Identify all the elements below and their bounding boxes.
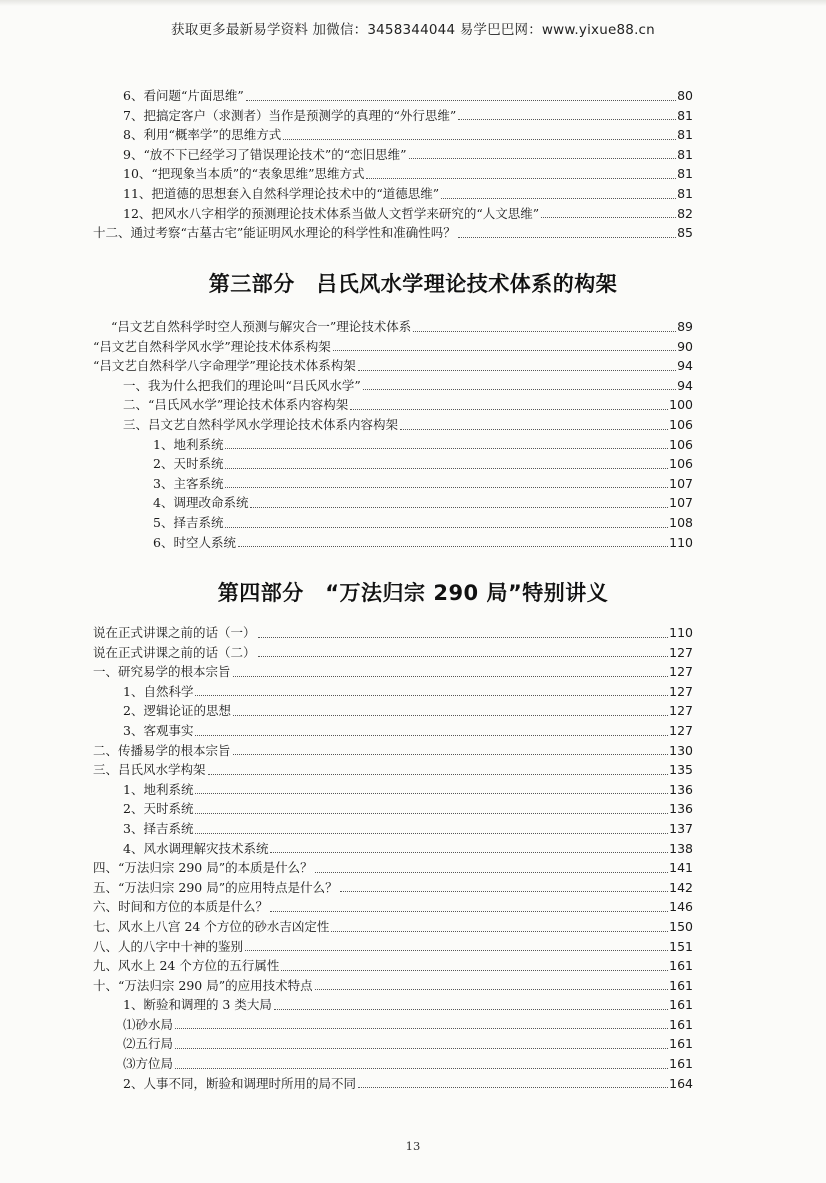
toc-leader-dots <box>238 546 668 547</box>
toc-entry <box>93 995 693 1015</box>
toc-entry-title: 1、断验和调理的 3 类大局 <box>123 997 272 1013</box>
toc-entry-page-number: 137 <box>669 820 693 836</box>
toc-entry-title: 2、天时系统 <box>123 801 194 817</box>
toc-leader-dots <box>250 507 668 508</box>
toc-entry-page-number: 150 <box>669 918 693 934</box>
toc-entry-title: 4、调理改命系统 <box>153 495 249 511</box>
toc-entry-page-number: 161 <box>669 1036 693 1052</box>
toc-leader-dots <box>233 715 668 716</box>
toc-entry-title: 6、看问题“片面思维” <box>123 88 244 103</box>
toc-entry-title: ⑵五行局 <box>123 1036 174 1052</box>
toc-leader-dots <box>315 872 669 873</box>
toc-entry-page-number: 161 <box>669 977 693 993</box>
toc-leader-dots <box>225 448 668 449</box>
toc-entry <box>93 1054 693 1074</box>
toc-leader-dots <box>409 158 677 159</box>
toc-entry-title: 1、地利系统 <box>153 436 224 452</box>
part3-heading: 第三部分 吕氏风水学理论技术体系的构架 <box>208 272 618 296</box>
toc-entry-page-number: 127 <box>669 644 693 660</box>
toc-leader-dots <box>458 119 676 120</box>
toc-leader-dots <box>225 527 668 528</box>
toc-entry-page-number: 161 <box>669 1016 693 1032</box>
toc-leader-dots <box>208 774 669 775</box>
toc-entry-title: 9、“放不下已经学习了错误理论技术”的“恋旧思维” <box>123 146 407 162</box>
toc-entry-title: “吕文艺自然科学八字命理学”理论技术体系构架 <box>93 358 356 374</box>
toc-leader-dots <box>283 139 676 140</box>
page-header: 获取更多最新易学资料 加微信：3458344044 易学巴巴网：www.yixue88.cn <box>171 22 655 38</box>
toc-leader-dots <box>340 891 669 892</box>
toc-entry-title: 4、风水调理解灾技术系统 <box>123 840 269 856</box>
toc-leader-dots <box>175 1068 668 1069</box>
toc-entry-page-number: 161 <box>669 958 693 974</box>
toc-entry-title: 十二、通过考察“古墓古宅”能证明风水理论的科学性和准确性吗？ <box>93 225 456 241</box>
toc-entry-page-number: 142 <box>669 879 693 895</box>
toc-entry-title: ⑶方位局 <box>123 1056 174 1072</box>
part4-heading: 第四部分 “万法归宗 290 局”特别讲义 <box>217 581 609 605</box>
toc-entry-title: 二、“吕氏风水学”理论技术体系内容构架 <box>123 397 349 413</box>
toc-entry <box>93 415 693 435</box>
toc-entry-title: 八、人的八字中十神的鉴别 <box>93 938 244 954</box>
toc-entry-title: 十、“万法归宗 290 局”的应用技术特点 <box>93 977 313 993</box>
toc-leader-dots <box>400 429 668 430</box>
toc-entry <box>93 819 693 839</box>
toc-leader-dots <box>195 735 668 736</box>
page-number: 13 <box>405 1139 421 1153</box>
toc-leader-dots <box>441 198 676 199</box>
toc-entry <box>93 623 693 643</box>
toc-entry <box>93 164 693 184</box>
toc-entry-title: 说在正式讲课之前的话（一） <box>93 625 256 640</box>
toc-entry-page-number: 81 <box>677 185 693 201</box>
toc-entry <box>93 721 693 741</box>
toc-leader-dots <box>358 1087 668 1088</box>
toc-entry-title: 三、吕文艺自然科学风水学理论技术体系内容构架 <box>123 416 399 432</box>
toc-entry <box>93 701 693 721</box>
toc-entry-title: 2、人事不同，断验和调理时所用的局不同 <box>123 1075 356 1091</box>
toc-entry <box>93 917 693 937</box>
toc-leader-dots <box>331 931 668 932</box>
toc-entry-page-number: 81 <box>677 107 693 123</box>
toc-entry-page-number: 89 <box>677 319 693 334</box>
toc-entry-title: 8、利用“概率学”的思维方式 <box>123 127 282 143</box>
toc-entry <box>93 760 693 780</box>
toc-entry <box>93 184 693 204</box>
toc-entry <box>93 337 693 357</box>
toc-entry-title: 三、吕氏风水学构架 <box>93 762 206 778</box>
toc-leader-dots <box>270 852 668 853</box>
toc-entry <box>93 897 693 917</box>
toc-entry-title: “吕文艺自然科学时空人预测与解灾合一”理论技术体系 <box>111 319 412 334</box>
toc-entry-title: 二、传播易学的根本宗旨 <box>93 742 231 758</box>
toc-leader-dots <box>358 370 676 371</box>
toc-entry-page-number: 106 <box>669 416 693 432</box>
toc-entry-page-number: 146 <box>669 899 693 915</box>
toc-entry-page-number: 107 <box>669 475 693 491</box>
toc-entry-page-number: 161 <box>669 1056 693 1072</box>
toc-entry <box>93 682 693 702</box>
toc-entry-page-number: 81 <box>677 127 693 143</box>
toc-entry <box>93 454 693 474</box>
toc-entry <box>93 376 693 396</box>
toc-entry-page-number: 127 <box>669 722 693 738</box>
toc-leader-dots <box>195 833 668 834</box>
toc-leader-dots <box>333 350 676 351</box>
toc-leader-dots <box>315 989 669 990</box>
toc-entry <box>93 1034 693 1054</box>
toc-entry-page-number: 136 <box>669 781 693 797</box>
toc-entry-title: 7、把搞定客户（求测者）当作是预测学的真理的“外行思维” <box>123 107 457 123</box>
toc-entry-page-number: 127 <box>669 664 693 680</box>
toc-entry-page-number: 136 <box>669 801 693 817</box>
toc-leader-dots <box>281 970 668 971</box>
toc-entry-page-number: 106 <box>669 436 693 452</box>
toc-section-part2-continued <box>93 86 693 243</box>
toc-entry-title: 6、时空人系统 <box>153 534 236 550</box>
toc-entry <box>93 780 693 800</box>
toc-entry-page-number: 94 <box>677 358 693 374</box>
toc-entry <box>93 86 693 106</box>
toc-entry-title: “吕文艺自然科学风水学”理论技术体系构架 <box>93 338 331 354</box>
toc-entry-page-number: 81 <box>677 166 693 182</box>
toc-leader-dots <box>175 1048 668 1049</box>
toc-entry <box>93 976 693 996</box>
toc-entry <box>93 223 693 243</box>
toc-entry-title: 3、客观事实 <box>123 722 194 738</box>
toc-entry-page-number: 135 <box>669 762 693 778</box>
toc-leader-dots <box>225 487 668 488</box>
toc-entry <box>93 643 693 663</box>
toc-leader-dots <box>233 676 669 677</box>
toc-entry-page-number: 151 <box>669 938 693 954</box>
toc-entry <box>93 356 693 376</box>
toc-entry-page-number: 127 <box>669 683 693 699</box>
toc-entry <box>93 937 693 957</box>
toc-entry-page-number: 82 <box>677 205 693 221</box>
toc-leader-dots <box>246 100 676 101</box>
toc-entry <box>93 839 693 859</box>
toc-entry-title: 说在正式讲课之前的话（二） <box>93 644 256 660</box>
toc-entry <box>93 145 693 165</box>
toc-entry-title: 1、地利系统 <box>123 781 194 797</box>
toc-entry-title: 2、逻辑论证的思想 <box>123 703 231 719</box>
toc-leader-dots <box>258 656 669 657</box>
toc-entry-page-number: 130 <box>669 742 693 758</box>
toc-entry <box>93 317 693 337</box>
toc-leader-dots <box>195 793 668 794</box>
toc-entry <box>93 741 693 761</box>
toc-leader-dots <box>258 637 669 638</box>
toc-entry-title: 一、研究易学的根本宗旨 <box>93 664 231 680</box>
toc-entry-page-number: 164 <box>669 1075 693 1091</box>
toc-entry-title: 11、把道德的思想套入自然科学理论技术中的“道德思维” <box>123 185 440 201</box>
toc-entry <box>93 395 693 415</box>
toc-section-part3 <box>93 317 693 552</box>
toc-entry-title: 四、“万法归宗 290 局”的本质是什么？ <box>93 860 313 876</box>
toc-entry-title: 12、把风水八字相学的预测理论技术体系当做人文哲学来研究的“人文思维” <box>123 205 540 221</box>
toc-entry-page-number: 85 <box>677 225 693 241</box>
toc-entry <box>93 125 693 145</box>
toc-entry <box>93 435 693 455</box>
toc-entry <box>93 1015 693 1035</box>
toc-entry-page-number: 94 <box>677 377 693 393</box>
toc-entry-page-number: 141 <box>669 860 693 876</box>
toc-entry-title: 3、主客系统 <box>153 475 224 491</box>
toc-entry <box>93 513 693 533</box>
toc-entry-title: 3、择吉系统 <box>123 820 194 836</box>
toc-entry <box>93 493 693 513</box>
toc-leader-dots <box>233 754 669 755</box>
toc-entry-page-number: 81 <box>677 146 693 162</box>
toc-entry-title: 5、择吉系统 <box>153 514 224 530</box>
toc-entry-title: 五、“万法归宗 290 局”的应用特点是什么？ <box>93 879 338 895</box>
toc-entry-page-number: 138 <box>669 840 693 856</box>
toc-entry-title: 九、风水上 24 个方位的五行属性 <box>93 958 280 974</box>
toc-entry-page-number: 80 <box>677 88 693 103</box>
toc-entry-page-number: 107 <box>669 495 693 511</box>
toc-section-part4 <box>93 623 693 1093</box>
toc-leader-dots <box>245 950 668 951</box>
toc-leader-dots <box>458 237 676 238</box>
toc-entry-page-number: 106 <box>669 456 693 472</box>
toc-entry <box>93 474 693 494</box>
toc-entry <box>93 858 693 878</box>
toc-entry-page-number: 90 <box>677 338 693 354</box>
toc-entry <box>93 662 693 682</box>
toc-entry-page-number: 100 <box>669 397 693 413</box>
toc-entry-title: 2、天时系统 <box>153 456 224 472</box>
toc-entry-page-number: 108 <box>669 514 693 530</box>
toc-entry <box>93 1074 693 1094</box>
toc-entry <box>93 533 693 553</box>
toc-entry-page-number: 110 <box>669 625 693 640</box>
toc-entry-title: 一、我为什么把我们的理论叫“吕氏风水学” <box>123 377 361 393</box>
toc-entry <box>93 956 693 976</box>
toc-leader-dots <box>363 389 676 390</box>
toc-entry-page-number: 127 <box>669 703 693 719</box>
toc-entry-title: 10、“把现象当本质”的“表象思维”思维方式 <box>123 166 365 182</box>
toc-leader-dots <box>274 1009 668 1010</box>
toc-leader-dots <box>413 331 676 332</box>
toc-leader-dots <box>270 911 668 912</box>
toc-entry <box>93 799 693 819</box>
toc-entry <box>93 106 693 126</box>
toc-entry-page-number: 161 <box>669 997 693 1013</box>
toc-leader-dots <box>225 468 668 469</box>
toc-entry-title: 六、时间和方位的本质是什么？ <box>93 899 269 915</box>
toc-entry <box>93 204 693 224</box>
toc-leader-dots <box>541 217 676 218</box>
toc-leader-dots <box>195 813 668 814</box>
toc-entry-title: ⑴砂水局 <box>123 1016 174 1032</box>
toc-leader-dots <box>195 695 668 696</box>
scan-edge <box>0 0 826 6</box>
toc-leader-dots <box>175 1028 668 1029</box>
toc-entry-title: 1、自然科学 <box>123 683 194 699</box>
toc-entry-page-number: 110 <box>669 534 693 550</box>
toc-entry-title: 七、风水上八宫 24 个方位的砂水吉凶定性 <box>93 918 330 934</box>
toc-leader-dots <box>350 409 668 410</box>
toc-entry <box>93 878 693 898</box>
toc-leader-dots <box>366 178 676 179</box>
